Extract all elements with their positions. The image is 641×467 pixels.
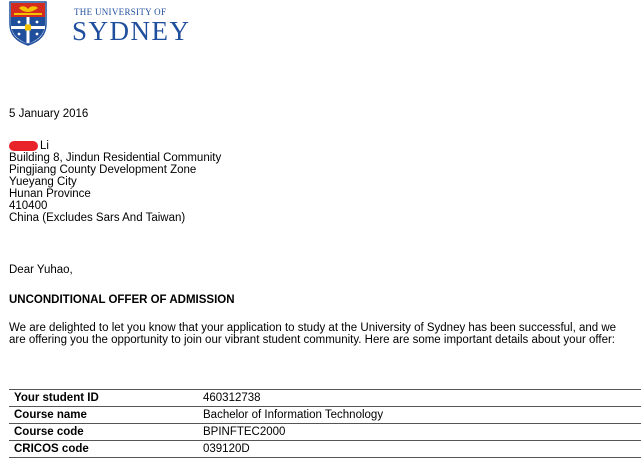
recipient-address [9,140,221,224]
offer-details-table [9,389,641,458]
detail-label: Course code [9,424,198,441]
detail-label: Your student ID [9,390,198,407]
redacted-name-mark [9,141,38,151]
recipient-name-suffix: Li [40,140,49,152]
salutation: Dear Yuhao, [9,264,73,276]
address-line: Building 8, Jindun Residential Community [9,152,222,164]
university-name-line2: SYDNEY [72,16,191,46]
detail-label: Course name [9,407,198,424]
detail-value: BPINFTEC2000 [198,424,641,441]
address-line: Pingjiang County Development Zone [9,164,197,176]
table-row [9,407,641,424]
table-row [9,390,641,407]
letter-date: 5 January 2016 [9,108,89,120]
table-row [9,441,641,458]
recipient-name [9,140,221,152]
detail-value: 460312738 [198,390,641,407]
detail-value: Bachelor of Information Technology [198,407,641,424]
university-crest-icon [8,0,48,46]
detail-label: CRICOS code [9,441,198,458]
address-line: 410400 [9,200,48,212]
university-name [74,7,191,45]
offer-heading: UNCONDITIONAL OFFER OF ADMISSION [9,294,235,306]
address-line: Hunan Province [9,188,91,200]
university-name-line1: THE UNIVERSITY OF [74,7,167,17]
letterhead [8,0,191,48]
detail-value: 039120D [198,441,641,458]
address-line: Yueyang City [9,176,77,188]
intro-paragraph: We are delighted to let you know that your application to study at the University of Sydney has been successful, and we are offering you the opportunity to join our vibrant student community. Here are some important details about your offer: [9,322,617,346]
table-row [9,424,641,441]
address-line: China (Excludes Sars And Taiwan) [9,212,186,224]
